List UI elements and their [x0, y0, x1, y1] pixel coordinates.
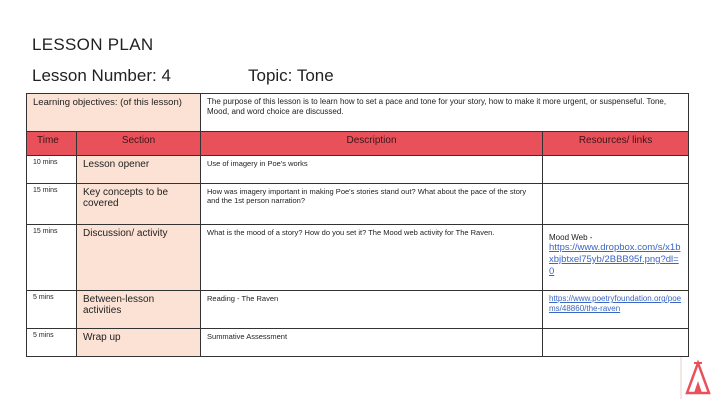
- row-description: Use of imagery in Poe's works: [201, 156, 543, 184]
- row-time: 15 mins: [27, 184, 77, 225]
- table-row: [27, 184, 689, 225]
- row-section: Key concepts to be covered: [77, 184, 201, 225]
- row-section: Between-lesson activities: [77, 291, 201, 329]
- row-description: How was imagery important in making Poe's stories stand out? What about the pace of the story and the 1st person narration?: [201, 184, 543, 225]
- table-row: [27, 291, 689, 329]
- row-resources: [543, 156, 689, 184]
- objectives-row: [27, 94, 689, 132]
- objectives-text: The purpose of this lesson is to learn how to set a pace and tone for your story, how to make it more urgent, or suspenseful. Tone, Mood, and word choice are discussed.: [201, 94, 689, 132]
- row-time: 5 mins: [27, 291, 77, 329]
- tent-logo-icon: [680, 357, 716, 399]
- row-resources: [543, 329, 689, 357]
- row-section: Lesson opener: [77, 156, 201, 184]
- row-time: 15 mins: [27, 225, 77, 291]
- table-row: [27, 329, 689, 357]
- table-row: [27, 225, 689, 291]
- row-description: Summative Assessment: [201, 329, 543, 357]
- lesson-topic: Topic: Tone: [248, 66, 334, 85]
- row-resources: [543, 184, 689, 225]
- page-title: LESSON PLAN: [32, 35, 154, 54]
- lesson-number: Lesson Number: 4: [32, 66, 171, 85]
- row-time: 10 mins: [27, 156, 77, 184]
- row-section: Wrap up: [77, 329, 201, 357]
- mood-web-label: Mood Web -: [549, 233, 593, 242]
- the-raven-link[interactable]: https://www.poetryfoundation.org/poems/48860/the-raven: [549, 294, 682, 313]
- column-header-description: Description: [201, 132, 543, 156]
- lesson-plan-table: [26, 93, 689, 357]
- column-header-row: [27, 132, 689, 156]
- objectives-label: Learning objectives: (of this lesson): [27, 94, 201, 132]
- row-description: Reading - The Raven: [201, 291, 543, 329]
- row-resources: [543, 291, 689, 329]
- row-description: What is the mood of a story? How do you set it? The Mood web activity for The Raven.: [201, 225, 543, 291]
- column-header-resources: Resources/ links: [543, 132, 689, 156]
- column-header-time: Time: [27, 132, 77, 156]
- row-section: Discussion/ activity: [77, 225, 201, 291]
- mood-web-link[interactable]: https://www.dropbox.com/s/x1bxbjbtxel75yb/2BBB95f.png?dl=0: [549, 242, 681, 277]
- table-row: [27, 156, 689, 184]
- row-time: 5 mins: [27, 329, 77, 357]
- column-header-section: Section: [77, 132, 201, 156]
- row-resources: [543, 225, 689, 291]
